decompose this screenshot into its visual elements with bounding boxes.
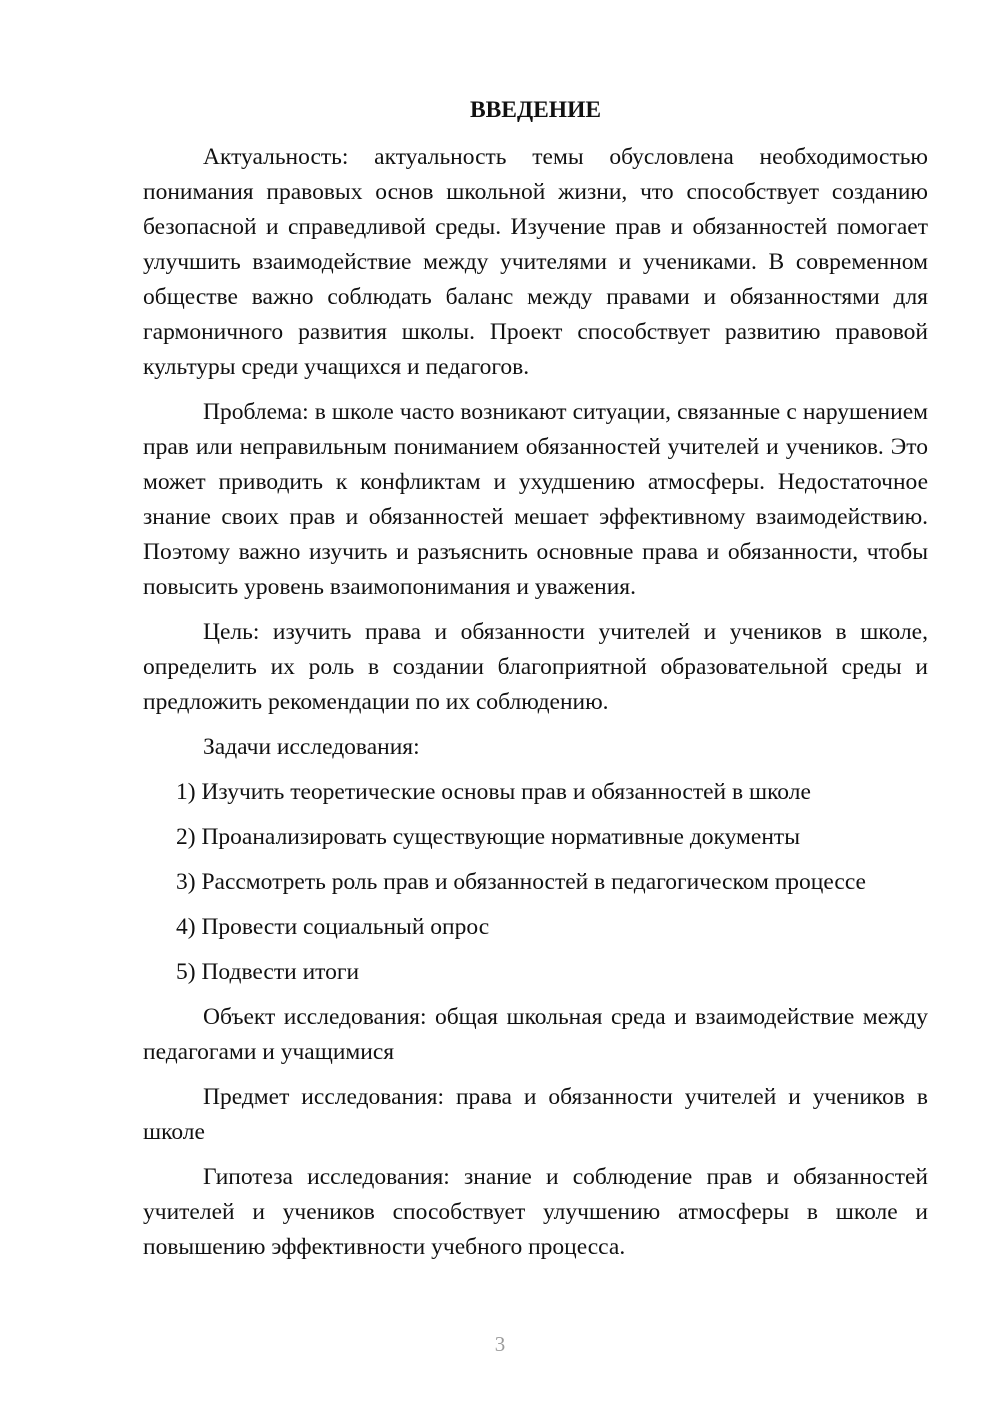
paragraph-relevance: Актуальность: актуальность темы обусловлена необходимостью понимания правовых основ школьной жизни, что способствует созданию безопасной и справедливой среды. Изучение прав и обязанностей помогает улучшить взаимодействие между учителями и учениками. В современном обществе важно соблюдать баланс между правами и обязанностями для гармоничного развития школы. Проект способствует развитию правовой культуры среди учащихся и педагогов. bbox=[143, 144, 928, 380]
tasks-label: Задачи исследования: bbox=[203, 734, 420, 760]
paragraph-object: Объект исследования: общая школьная среда и взаимодействие между педагогами и учащимися bbox=[143, 1004, 928, 1065]
task-item: 1) Изучить теоретические основы прав и обязанностей в школе bbox=[176, 779, 811, 805]
paragraph-hypothesis: Гипотеза исследования: знание и соблюдение прав и обязанностей учителей и учеников способствует улучшению атмосферы в школе и повышению эффективности учебного процесса. bbox=[143, 1164, 928, 1260]
paragraph-subject: Предмет исследования: права и обязанности учителей и учеников в школе bbox=[143, 1084, 928, 1145]
task-item: 5) Подвести итоги bbox=[176, 959, 360, 985]
page-content bbox=[143, 93, 928, 1275]
task-item: 2) Проанализировать существующие нормативные документы bbox=[176, 824, 800, 850]
tasks-list bbox=[143, 775, 928, 990]
page-title: ВВЕДЕНИЕ bbox=[469, 97, 602, 123]
page-number: 3 bbox=[494, 1332, 506, 1356]
paragraph-goal: Цель: изучить права и обязанности учителей и учеников в школе, определить их роль в создании благоприятной образовательной среды и предложить рекомендации по их соблюдению. bbox=[143, 619, 928, 715]
paragraph-problem: Проблема: в школе часто возникают ситуации, связанные с нарушением прав или неправильным пониманием обязанностей учителей и учеников. Это может приводить к конфликтам и ухудшению атмосферы. Недостаточное знание своих прав и обязанностей мешает эффективному взаимодействию. Поэтому важно изучить и разъяснить основные права и обязанности, чтобы повысить уровень взаимопонимания и уважения. bbox=[143, 399, 928, 600]
task-item: 4) Провести социальный опрос bbox=[176, 914, 490, 940]
task-item: 3) Рассмотреть роль прав и обязанностей в педагогическом процессе bbox=[176, 869, 866, 895]
